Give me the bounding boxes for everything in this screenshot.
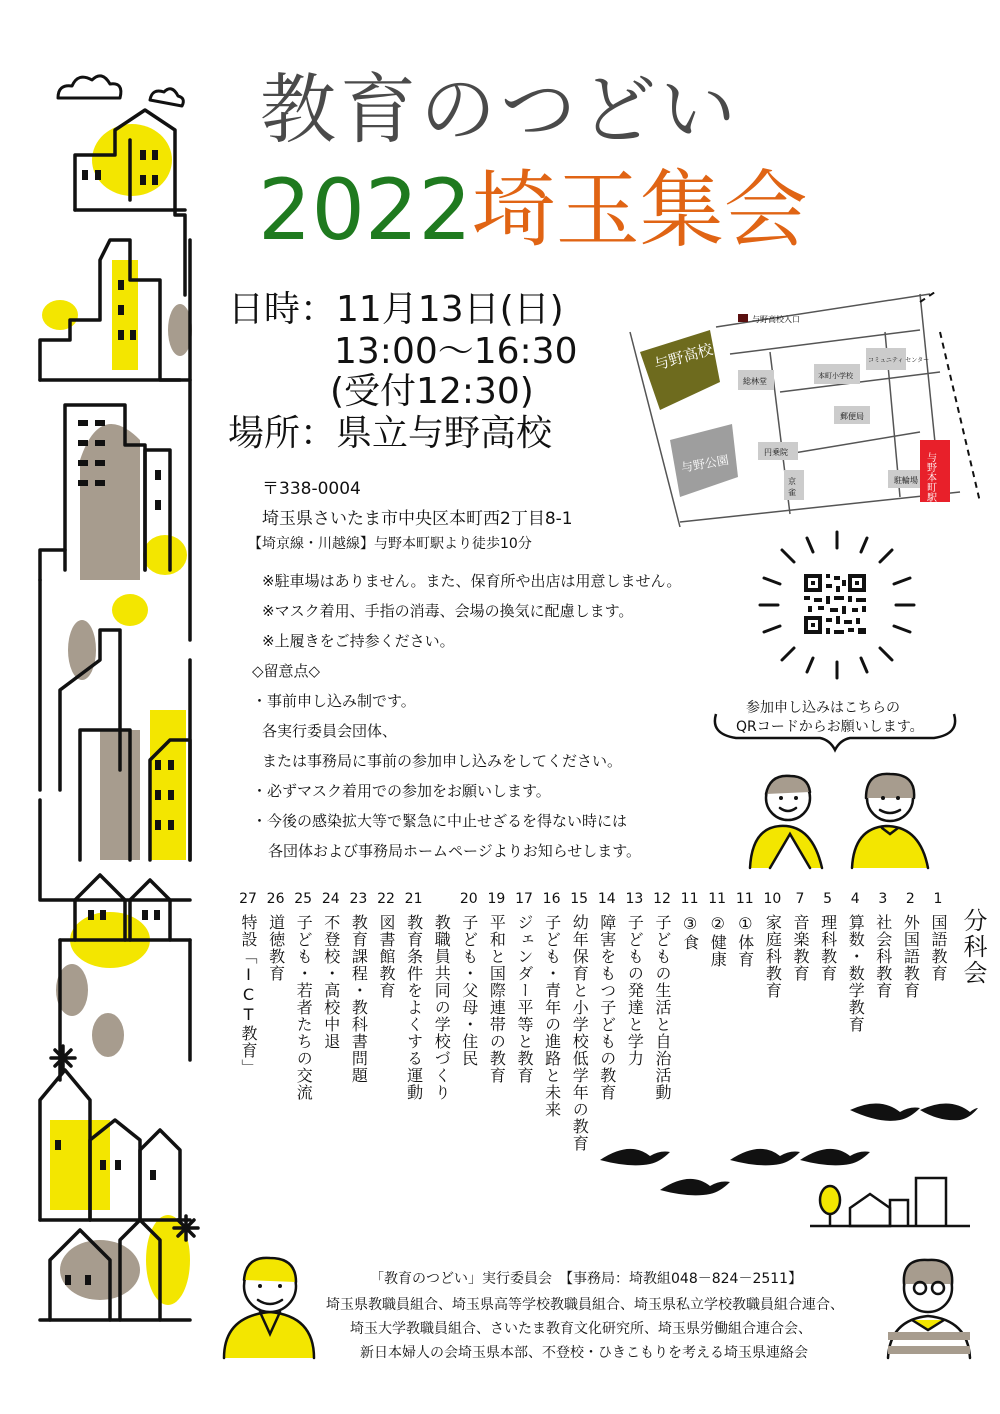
bunkakai-number: 11 xyxy=(680,891,699,907)
bunkakai-name: 道徳教育 xyxy=(266,914,286,982)
note-mask-required: ・必ずマスク着用での参加をお願いします。 xyxy=(252,782,551,800)
bunkakai-name: 子ども・若者たちの交流 xyxy=(294,914,314,1101)
bunkakai-item xyxy=(705,892,729,968)
map-elementary-label: 本町小学校 xyxy=(818,372,853,380)
notes-heading: ◇留意点◇ xyxy=(252,662,321,680)
bunkakai-number: 10 xyxy=(763,891,782,907)
bunkakai-number: 19 xyxy=(487,891,506,907)
venue-map xyxy=(620,292,980,532)
bunkakai-item xyxy=(650,892,674,1101)
map-parking-label: 駐輪場 xyxy=(894,476,918,485)
bunkakai-item xyxy=(236,892,260,1076)
bunkakai-item xyxy=(816,892,840,982)
note-mask: ※マスク着用、手指の消毒、会場の換気に配慮します。 xyxy=(262,602,634,620)
bunkakai-number: 4 xyxy=(850,891,860,907)
map-park-label: 与野公園 xyxy=(680,452,730,475)
map-kyou-label: 京 xyxy=(788,477,796,486)
bunkakai-number: 26 xyxy=(266,891,285,907)
title-sub xyxy=(258,161,808,259)
bunkakai-name: 教育課程・教科書問題 xyxy=(349,914,369,1084)
bunkakai-name: 障害をもつ子どもの教育 xyxy=(597,914,617,1101)
bunkakai-number: 7 xyxy=(795,891,805,907)
bunkakai-name: ジェンダー平等と教育 xyxy=(515,914,534,1084)
bunkakai-name: 図書館教育 xyxy=(377,914,396,999)
bunkakai-item xyxy=(871,892,895,999)
birds-illustration xyxy=(590,1100,980,1240)
bunkakai-name: 算数・数学教育 xyxy=(846,914,866,1033)
bunkakai-name: 教職員共同の学校づくり xyxy=(432,914,452,1101)
bottom-right-character xyxy=(884,1250,974,1360)
bunkakai-name: 不登校・高校中退 xyxy=(321,914,341,1050)
bunkakai-number: 22 xyxy=(377,891,395,907)
town-illustration xyxy=(0,60,215,1360)
map-gate-marker xyxy=(738,314,748,322)
bunkakai-name: 理科教育 xyxy=(818,914,838,982)
bunkakai-item xyxy=(843,892,867,1033)
bunkakai-number: 12 xyxy=(653,891,671,907)
bunkakai-number: 23 xyxy=(349,891,368,907)
bunkakai-number: 5 xyxy=(823,891,833,907)
bunkakai-number: 24 xyxy=(321,891,340,907)
map-sei-label: 雀 xyxy=(788,488,796,497)
title-main: 教育のつどい xyxy=(260,65,740,154)
bunkakai-item xyxy=(402,892,426,1101)
characters-illustration xyxy=(740,768,940,878)
bunkakai-item xyxy=(319,892,343,1050)
title-year: 2022 xyxy=(258,161,472,259)
bunkakai-name: ①体育 xyxy=(735,914,755,968)
bunkakai-number: 21 xyxy=(404,891,423,907)
event-reception: (受付12:30) xyxy=(330,371,534,412)
note-groups: 各実行委員会団体、 xyxy=(262,722,398,740)
bunkakai-number: 20 xyxy=(459,891,478,907)
bunkakai-item xyxy=(374,892,398,999)
postal-code: 〒338-0004 xyxy=(262,479,361,499)
footer-orgs-line1: 埼玉県教職員組合、埼玉県高等学校教職員組合、埼玉県私立学校教職員組合連合、 xyxy=(326,1297,844,1313)
bunkakai-name: 外国語教育 xyxy=(901,914,921,999)
bunkakai-name: 子ども・父母・住民 xyxy=(459,914,479,1067)
bunkakai-name: 国語教育 xyxy=(929,914,948,982)
event-date: 日時：11月13日(日) xyxy=(228,289,564,330)
note-cancel: ・今後の感染拡大等で緊急に中止せざるを得ない時には xyxy=(252,812,628,830)
bunkakai-name: 社会科教育 xyxy=(873,914,893,999)
bunkakai-item xyxy=(291,892,315,1101)
footer-orgs-line2: 埼玉大学教職員組合、さいたま教育文化研究所、埼玉県労働組合連合会、 xyxy=(350,1321,812,1337)
bunkakai-item xyxy=(346,892,370,1084)
qr-caption-line2: QRコードからお願いします。 xyxy=(736,719,924,735)
access-info: 【埼京線・川越線】与野本町駅より徒歩10分 xyxy=(248,536,532,552)
note-parking: ※駐車場はありません。また、保育所や出店は用意しません。 xyxy=(262,572,682,590)
bunkakai-name: 平和と国際連帯の教育 xyxy=(487,914,507,1084)
bunkakai-number: 1 xyxy=(933,891,943,907)
bunkakai-number: 16 xyxy=(542,891,561,907)
bunkakai-number: 14 xyxy=(597,891,616,907)
map-gate-label: 与野高校入口 xyxy=(752,315,800,324)
bunkakai-number: 15 xyxy=(570,891,589,907)
bunkakai-name: 音楽教育 xyxy=(791,914,810,982)
bunkakai-number xyxy=(429,892,453,914)
bunkakai-name: ③食 xyxy=(680,914,700,951)
bunkakai-item xyxy=(788,892,812,982)
map-station-label: 与野本町駅 xyxy=(924,452,936,502)
map-school-label: 与野高校 xyxy=(652,339,715,374)
bunkakai-number: 27 xyxy=(239,891,257,907)
event-time: 13:00～16:30 xyxy=(334,331,578,372)
bottom-left-character xyxy=(220,1250,320,1360)
bunkakai-name: 幼年保育と小学校低学年の教育 xyxy=(570,914,590,1152)
bunkakai-item xyxy=(540,892,564,1118)
bunkakai-item xyxy=(760,892,784,999)
bunkakai-number: 11 xyxy=(735,891,754,907)
bunkakai-number: 2 xyxy=(905,891,915,907)
note-shoes: ※上履きをご持参ください。 xyxy=(262,632,455,650)
title-place: 埼玉集会 xyxy=(471,161,808,259)
bunkakai-item xyxy=(484,892,508,1084)
qr-caption-line1: 参加申し込みはこちらの xyxy=(746,700,900,716)
note-reservation: ・事前申し込み制です。 xyxy=(252,692,416,710)
bunkakai-name: 子どもの生活と自治活動 xyxy=(653,914,672,1101)
bunkakai-number: 3 xyxy=(878,891,888,907)
footer-committee: 「教育のつどい」実行委員会 【事務局：埼教組048－824－2511】 xyxy=(370,1271,803,1287)
bunkakai-name: 教育条件をよくする運動 xyxy=(404,914,424,1101)
map-community-label: コミュニティ センター xyxy=(868,357,930,364)
bunkakai-item xyxy=(733,892,757,968)
bunkakai-number: 17 xyxy=(515,891,533,907)
bunkakai-item xyxy=(264,892,288,982)
bunkakai-item xyxy=(567,892,591,1152)
note-apply: または事務局に事前の参加申し込みをしてください。 xyxy=(262,752,623,770)
bunkakai-item xyxy=(926,892,950,982)
bunkakai-number: 11 xyxy=(708,891,727,907)
bunkakai-item xyxy=(429,892,453,1101)
map-temple-label: 円乗院 xyxy=(764,448,788,457)
bunkakai-item xyxy=(457,892,481,1067)
footer-orgs-line3: 新日本婦人の会埼玉県本部、不登校・ひきこもりを考える埼玉県連絡会 xyxy=(360,1345,808,1361)
qr-code[interactable] xyxy=(752,530,922,680)
bunkakai-number: 13 xyxy=(625,891,644,907)
bunkakai-item xyxy=(678,892,702,951)
map-shrine-label: 総林堂 xyxy=(743,377,767,386)
street-address: 埼玉県さいたま市中央区本町西2丁目8-1 xyxy=(262,509,573,529)
bunkakai-item xyxy=(595,892,619,1101)
bunkakai-item xyxy=(622,892,646,1067)
bunkakai-name: 特設「ICT教育」 xyxy=(239,914,258,1076)
bunkakai-item xyxy=(512,892,536,1084)
bunkakai-name: 子どもの発達と学力 xyxy=(625,914,645,1067)
bunkakai-name: 家庭科教育 xyxy=(763,914,783,999)
map-post-label: 郵便局 xyxy=(840,412,864,421)
bunkakai-item xyxy=(898,892,922,999)
bunkakai-number: 25 xyxy=(294,891,313,907)
bunkakai-name: ②健康 xyxy=(708,914,728,968)
event-venue: 場所：県立与野高校 xyxy=(228,413,553,454)
bunkakai-heading: 分科会 xyxy=(959,908,987,986)
note-website: 各団体および事務局ホームページよりお知らせします。 xyxy=(268,842,642,860)
bunkakai-name: 子ども・青年の進路と未来 xyxy=(542,914,562,1118)
